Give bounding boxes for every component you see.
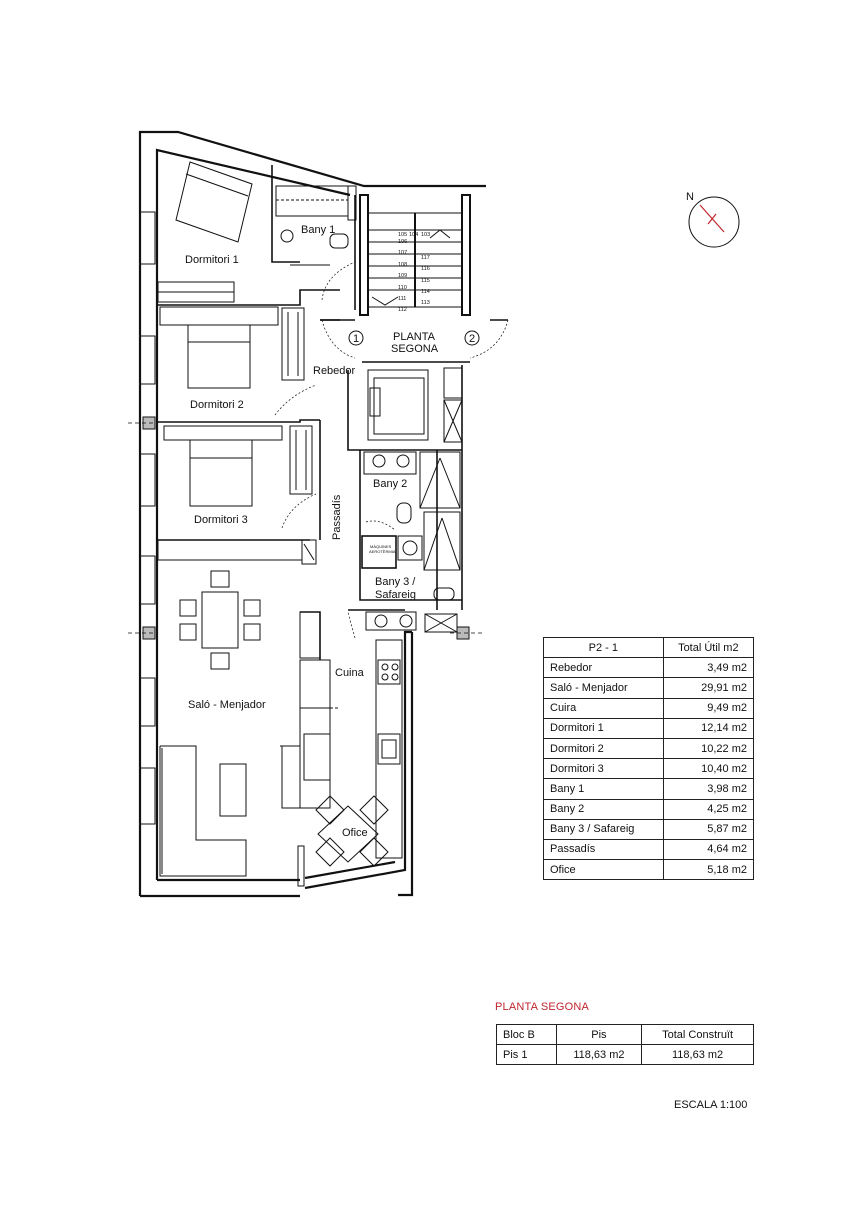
room-cell: Passadís xyxy=(544,839,664,859)
utility-closet xyxy=(368,370,428,440)
axis-marker-1: 1 xyxy=(353,333,360,345)
kitchen-counters xyxy=(280,612,402,858)
room-cell: Saló - Menjador xyxy=(544,678,664,698)
floor-label-line2: SEGONA xyxy=(391,343,439,355)
table-row xyxy=(544,658,754,678)
room-label-dormitori-2: Dormitori 2 xyxy=(190,399,244,411)
stair-step-number: 115 xyxy=(421,278,430,284)
room-label-salo: Saló - Menjador xyxy=(188,699,266,711)
compass-north-label: N xyxy=(686,191,694,203)
room-label-bany-1: Bany 1 xyxy=(301,224,336,236)
room-label-bany-2: Bany 2 xyxy=(373,478,408,490)
stair-step-number: 109 xyxy=(398,273,408,279)
table-row xyxy=(544,819,754,839)
room-label-cuina: Cuina xyxy=(335,667,364,679)
stair-step-number: 110 xyxy=(398,285,407,291)
sofa xyxy=(160,746,300,876)
area-cell: 3,49 m2 xyxy=(663,658,753,678)
building-table-header xyxy=(497,1025,754,1045)
room-cell: Bany 2 xyxy=(544,799,664,819)
axis-marker-2: 2 xyxy=(469,333,476,345)
stair-step-number: 116 xyxy=(421,266,430,272)
table-row xyxy=(544,799,754,819)
area-table-header xyxy=(544,638,754,658)
west-windows xyxy=(140,212,155,824)
stair-step-number: 113 xyxy=(421,300,430,306)
table-row xyxy=(544,839,754,859)
stair-step-number: 104 xyxy=(409,232,419,238)
room-label-ofice: Ofice xyxy=(342,827,368,839)
area-cell: 12,14 m2 xyxy=(663,718,753,738)
room-cell: Rebedor xyxy=(544,658,664,678)
room-label-dormitori-1: Dormitori 1 xyxy=(185,254,239,266)
office-table xyxy=(298,796,388,886)
dining-set xyxy=(180,571,260,669)
interior-walls xyxy=(157,165,462,660)
building-header-bloc: Bloc B xyxy=(497,1025,557,1045)
area-cell: 5,18 m2 xyxy=(663,860,753,880)
area-cell: 4,25 m2 xyxy=(663,799,753,819)
bed-dormitori-1 xyxy=(158,162,252,302)
room-cell: Ofice xyxy=(544,860,664,880)
room-cell: Cuira xyxy=(544,698,664,718)
table-row xyxy=(544,860,754,880)
room-cell: Dormitori 1 xyxy=(544,718,664,738)
scale-label: ESCALA 1:100 xyxy=(674,1099,748,1111)
table-row xyxy=(497,1045,754,1065)
stair-step-number: 105 xyxy=(398,232,408,238)
room-cell: Bany 3 / Safareig xyxy=(544,819,664,839)
room-label-bany-3-line1: Bany 3 / xyxy=(375,576,416,588)
area-cell: 5,87 m2 xyxy=(663,819,753,839)
area-cell: 9,49 m2 xyxy=(663,698,753,718)
building-table xyxy=(496,1024,754,1065)
area-cell: 10,40 m2 xyxy=(663,759,753,779)
building-title: PLANTA SEGONA xyxy=(495,1001,590,1013)
storage-right xyxy=(444,368,462,442)
floor-label-line1: PLANTA xyxy=(393,331,435,343)
room-label-passadis: Passadís xyxy=(331,494,343,540)
appliance-label-line1: MÀQUINES xyxy=(370,544,392,549)
building-cell-total: 118,63 m2 xyxy=(642,1045,754,1065)
stair-step-number: 106 xyxy=(398,239,408,245)
building-cell-unit: Pis 1 xyxy=(497,1045,557,1065)
appliance-label-line2: AEROTÈRMIA xyxy=(369,549,396,554)
area-cell: 4,64 m2 xyxy=(663,839,753,859)
bed-dormitori-2 xyxy=(160,307,304,388)
building-cell-pis: 118,63 m2 xyxy=(556,1045,642,1065)
room-label-bany-3-line2: Safareig xyxy=(375,589,416,601)
bany-3-fixtures xyxy=(362,512,460,632)
building-header-total: Total Construït xyxy=(642,1025,754,1045)
room-label-dormitori-3: Dormitori 3 xyxy=(194,514,248,526)
stair-step-number: 117 xyxy=(421,255,430,261)
area-table xyxy=(543,637,754,880)
room-cell: Dormitori 2 xyxy=(544,738,664,758)
building-header-pis: Pis xyxy=(556,1025,642,1045)
table-row xyxy=(544,698,754,718)
table-row xyxy=(544,678,754,698)
room-label-rebedor: Rebedor xyxy=(313,365,356,377)
area-cell: 29,91 m2 xyxy=(663,678,753,698)
stair-step-number: 112 xyxy=(398,307,407,313)
area-cell: 3,98 m2 xyxy=(663,779,753,799)
area-table-header-unit: P2 - 1 xyxy=(544,638,664,658)
room-cell: Bany 1 xyxy=(544,779,664,799)
exterior-walls xyxy=(140,132,486,896)
stair-step-number: 114 xyxy=(421,289,430,295)
stair-step-number: 103 xyxy=(421,232,431,238)
compass xyxy=(689,197,739,247)
stair-step-number: 111 xyxy=(398,296,407,302)
table-row xyxy=(544,779,754,799)
stair-core xyxy=(360,195,470,315)
area-table-header-total: Total Útil m2 xyxy=(663,638,753,658)
stair-step-number: 107 xyxy=(398,250,408,256)
bed-dormitori-3 xyxy=(164,426,312,506)
table-row xyxy=(544,759,754,779)
corridor-cupboard xyxy=(158,540,316,564)
area-cell: 10,22 m2 xyxy=(663,738,753,758)
table-row xyxy=(544,718,754,738)
stair-step-number: 108 xyxy=(398,262,408,268)
room-cell: Dormitori 3 xyxy=(544,759,664,779)
table-row xyxy=(544,738,754,758)
